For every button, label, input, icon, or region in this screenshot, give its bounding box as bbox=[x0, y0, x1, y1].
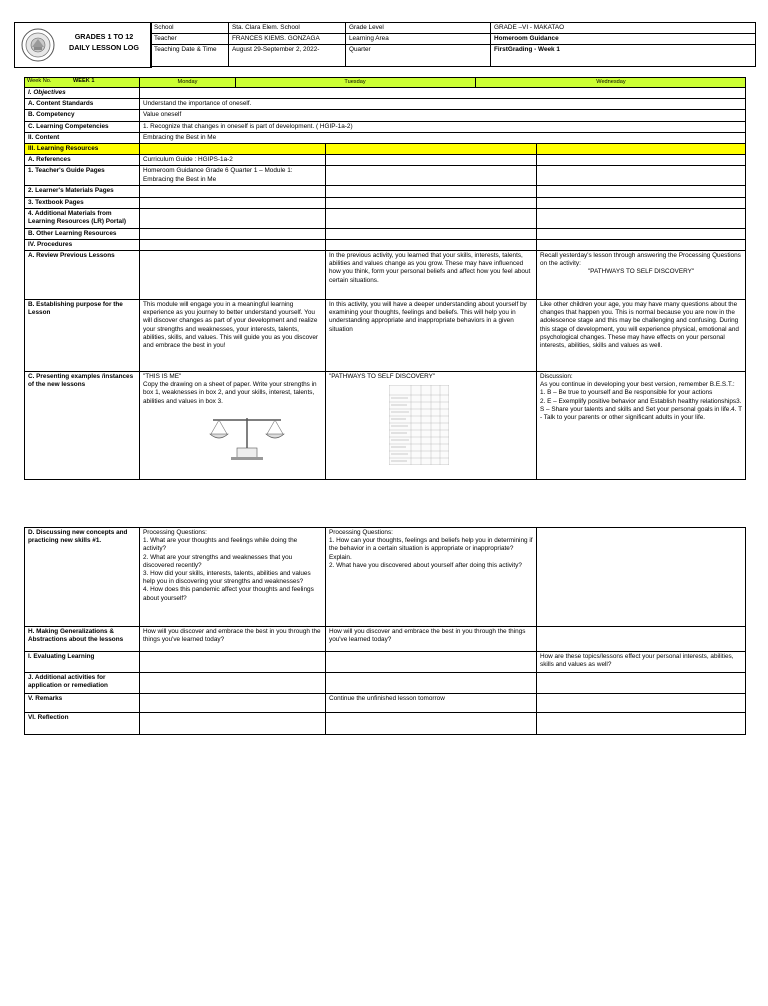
school-label: School bbox=[151, 23, 229, 34]
objectives-label: I. Objectives bbox=[25, 88, 140, 99]
content-standards-label: A. Content Standards bbox=[25, 99, 140, 110]
textbook-label: 3. Textbook Pages bbox=[25, 197, 140, 208]
week-row bbox=[25, 78, 746, 88]
remarks-label: V. Remarks bbox=[25, 694, 140, 713]
monday-header: Monday bbox=[140, 78, 236, 87]
learning-competencies-value: 1. Recognize that changes in oneself is part of development. ( HGIP-1a-2) bbox=[140, 121, 746, 132]
lesson-log-table bbox=[24, 77, 746, 480]
grade-value: GRADE –VI - MAKATAO bbox=[491, 23, 756, 34]
presenting-monday-title: "THIS IS ME" bbox=[143, 373, 182, 381]
evaluating-label: I. Evaluating Learning bbox=[25, 652, 140, 673]
grade-label: Grade Level bbox=[346, 23, 491, 34]
purpose-wednesday: Like other children your age, you may have many questions about the changes that happen you. This is normal because you are now in the adolescence stage and this may be challenging and confusing. During this stage of development, you will experience physical, emotional and psychological changes. These may have effects on your personal interests, abilities, skills and values as well. bbox=[537, 300, 746, 372]
deped-seal-icon bbox=[21, 28, 55, 62]
presenting-monday: Copy the drawing on a sheet of paper. Write your strengths in box 1, weaknesses in box 2, and your skills, interest, talents, abilities and values in box 3. bbox=[143, 381, 317, 405]
worksheet-table-drawing bbox=[389, 385, 449, 465]
week-label: WEEK 1 bbox=[73, 78, 95, 84]
header-block bbox=[14, 22, 152, 68]
header-title-line1: GRADES 1 TO 12 bbox=[74, 32, 134, 41]
date-value: August 29-September 2, 2022- bbox=[229, 45, 346, 67]
generalizations-monday: How will you discover and embrace the best in you through the things you've learned today? bbox=[140, 627, 326, 652]
wednesday-header: Wednesday bbox=[596, 79, 626, 85]
purpose-tuesday: In this activity, you will have a deeper understanding about yourself by examining your thoughts, feelings and beliefs. This will help you in understanding appropriate and inappropriate behaviors in a given situation bbox=[326, 300, 537, 372]
remarks-tuesday: Continue the unfinished lesson tomorrow bbox=[326, 694, 537, 713]
presenting-label: C. Presenting examples /instances of the new lessons bbox=[25, 372, 140, 480]
date-label: Teaching Date & Time bbox=[151, 45, 229, 67]
discussing-label: D. Discussing new concepts and practicing new skills #1. bbox=[25, 528, 140, 627]
review-label: A. Review Previous Lessons bbox=[25, 251, 140, 300]
tuesday-header: Tuesday bbox=[235, 78, 476, 87]
review-wednesday: Recall yesterday's lesson through answering the Processing Questions on the activity: bbox=[540, 252, 741, 268]
review-wednesday-activity: "PATHWAYS TO SELF DISCOVERY" bbox=[587, 268, 695, 276]
other-resources-label: B. Other Learning Resources bbox=[25, 228, 140, 239]
week-no-label: Week No. bbox=[27, 78, 52, 84]
review-tuesday: In the previous activity, you learned that your skills, interests, talents, abilities and values change as you grow. These may have influenced how you think, form your personal beliefs and affect how you feel about certain situations. bbox=[326, 251, 537, 300]
competency-value: Value oneself bbox=[140, 110, 746, 121]
discussing-tuesday: Processing Questions: 1. How can your thoughts, feelings and beliefs help you in determining if the behavior in a certain situation is appropriate or inappropriate? Explain. 2. What have you discovered about yourself after doing this activity? bbox=[326, 528, 537, 627]
evaluating-wednesday: How are these topics/lessons effect your personal interests, abilities, skills and values as well? bbox=[537, 652, 746, 673]
lesson-log-table-continued bbox=[24, 527, 746, 735]
learners-materials-label: 2. Learner's Materials Pages bbox=[25, 186, 140, 197]
content-value: Embracing the Best in Me bbox=[140, 132, 746, 143]
header-title-line2: DAILY LESSON LOG bbox=[69, 43, 139, 53]
teacher-value: FRANCES KIEMS. GONZAGA bbox=[229, 34, 346, 45]
competency-label: B. Competency bbox=[25, 110, 140, 121]
teacher-label: Teacher bbox=[151, 34, 229, 45]
teachers-guide-value: Homeroom Guidance Grade 6 Quarter 1 – Module 1: Embracing the Best in Me bbox=[140, 166, 326, 186]
school-value: Sta. Clara Elem. School bbox=[229, 23, 346, 34]
quarter-value: FirstGrading - Week 1 bbox=[491, 45, 756, 67]
purpose-monday: This module will engage you in a meaningful learning experience as you journey to better understand yourself. You will discover changes as part of your development and realize your strengths and weaknesses, your interests, talents, abilities, skills, and values. This will guide you as you discover and embrace the best in you! bbox=[140, 300, 326, 372]
discussing-monday: Processing Questions: 1. What are your thoughts and feelings while doing the activity? 2. What are your strengths and weaknesses that you discovered recently? 3. How did your skills, interests, talents, abilities and values help you in discovering your strengths and weaknesses? 4. How does this pandemic affect your thoughts and feelings about yourself? bbox=[140, 528, 326, 627]
header-table bbox=[150, 22, 756, 67]
content-standards-value: Understand the importance of oneself. bbox=[140, 99, 746, 110]
balance-scale-drawing bbox=[207, 412, 287, 462]
learning-resources-label: III. Learning Resources bbox=[25, 143, 140, 154]
purpose-label: B. Establishing purpose for the Lesson bbox=[25, 300, 140, 372]
references-value: Curriculum Guide : HGIPS-1a-2 bbox=[140, 155, 326, 166]
reflection-label: VI. Reflection bbox=[25, 713, 140, 735]
area-value: Homeroom Guidance bbox=[491, 34, 756, 45]
generalizations-tuesday: How will you discover and embrace the best in you through the things you've learned today? bbox=[326, 627, 537, 652]
additional-activities-label: J. Additional activities for application or remediation bbox=[25, 673, 140, 694]
additional-materials-label: 4. Additional Materials from Learning Resources (LR) Portal) bbox=[25, 208, 140, 228]
teachers-guide-label: 1. Teacher's Guide Pages bbox=[25, 166, 140, 186]
learning-competencies-label: C. Learning Competencies bbox=[25, 121, 140, 132]
generalizations-label: H. Making Generalizations & Abstractions about the lessons bbox=[25, 627, 140, 652]
references-label: A. References bbox=[25, 155, 140, 166]
area-label: Learning Area bbox=[346, 34, 491, 45]
quarter-label: Quarter bbox=[346, 45, 491, 67]
procedures-label: IV. Procedures bbox=[25, 239, 140, 250]
presenting-wednesday: Discussion: As you continue in developing your best version, remember B.E.S.T.: 1. B – Be true to yourself and Be responsible for your actions 2. E – Exemplify positive behavior and Establish healthy relationships3. S – Share your talents and skills and Set your personal goals in life.4. T - Talk to your parents or other significant adults in your life. bbox=[537, 372, 746, 480]
content-label: II. Content bbox=[25, 132, 140, 143]
presenting-tuesday-title: "PATHWAYS TO SELF DISCOVERY" bbox=[329, 373, 436, 381]
